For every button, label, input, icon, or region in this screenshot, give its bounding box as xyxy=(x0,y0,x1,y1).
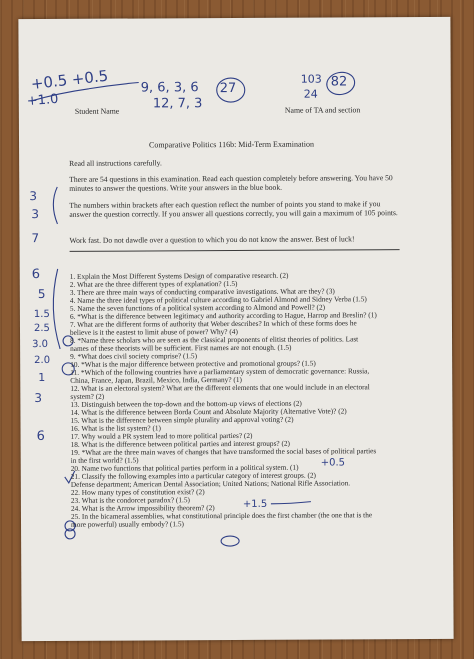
ta-name-label: Name of TA and section xyxy=(284,105,361,115)
question-8: 8. *Name three scholars who are seen as the classical proponents of elitist theories of politics. Last xyxy=(70,334,359,345)
question-19-cont: in the first world? (1.5) xyxy=(70,455,139,465)
margin-mark-8: 3.0 xyxy=(32,338,49,351)
exam-sheet xyxy=(18,17,453,641)
question-2: 2. What are the three different types of explanation? (1.5) xyxy=(69,278,238,289)
question-8-cont: names of these theorists will be sufficient. First names are not enough. (1.5) xyxy=(70,342,292,353)
question-17: 17. Why would a PR system lead to more political parties? (2) xyxy=(70,430,253,441)
question-7: 7. What are the different forms of authority that Weber describes? In which of these forms does he xyxy=(69,318,357,329)
note-q20: +0.5 xyxy=(320,457,346,469)
question-24: 24. What is the Arrow impossibility theorem? (2) xyxy=(70,503,215,513)
handwritten-scores-b: 12, 7, 3 xyxy=(152,96,203,112)
handwritten-name-line1: +0.5 +0.5 xyxy=(29,66,110,94)
question-14: 14. What is the difference between Borda Count and Absolute Majority (Alternative Vote)? (2) xyxy=(70,406,347,417)
question-12: 12. What is an electoral system? What are the different elements that one would include in an electoral xyxy=(70,382,370,393)
question-12-cont: system? (2) xyxy=(70,391,105,401)
margin-mark-2: 3 xyxy=(31,207,40,222)
underline-q20 xyxy=(271,502,311,504)
instruction-1: Read all instructions carefully. xyxy=(69,158,162,168)
question-22: 22. How many types of constitution exist? (2) xyxy=(70,487,205,497)
margin-mark-5: 5 xyxy=(37,286,46,302)
question-6: 6. *What is the difference between legitimacy and authority according to Hague, Harrop and Breslin? (1) xyxy=(69,310,377,321)
handwritten-scores-a: 9, 6, 3, 6 xyxy=(140,80,199,96)
question-10: 10. *What is the major difference between protective and promotional groups? (1.5) xyxy=(70,358,316,369)
instruction-2: There are 54 questions in this examination. Read each question completely before answering. You have 50 minutes to answer the questions. Write your answers in the blue book. xyxy=(69,173,393,193)
question-21: 21. Classify the following examples into a particular category of interest groups. (2) xyxy=(70,470,316,481)
question-9: 9. *What does civil society comprise? (1.5) xyxy=(70,351,198,361)
question-16: 16. What is the list system? (1) xyxy=(70,423,162,433)
note-q24: +1.5 xyxy=(242,498,268,510)
margin-bracket-2 xyxy=(53,269,60,349)
circle-q24-points xyxy=(221,536,239,546)
question-5: 5. Name the seven functions of a political system according to Almond and Powell? (2) xyxy=(69,302,326,313)
student-name-label: Student Name xyxy=(74,106,120,116)
question-25: 25. In the bicameral assemblies, what constitutional principle does the first chamber (the one that is the xyxy=(70,510,373,521)
question-25-cont: more powerful) usually embody? (1.5) xyxy=(70,519,184,529)
handwritten-ta-circle-score: 82 xyxy=(330,74,348,90)
exam-title: Comparative Politics 116b: Mid-Term Examination xyxy=(149,139,314,150)
margin-mark-6: 1.5 xyxy=(33,308,50,321)
question-1: 1. Explain the Most Different Systems Design of comparative research. (2) xyxy=(69,270,289,281)
margin-mark-7: 2.5 xyxy=(33,322,50,335)
margin-bracket-1 xyxy=(53,187,57,224)
question-21-cont: Defense department; American Dental Association; United Nations; National Rifle Association. xyxy=(70,478,351,489)
handwritten-ta-top: 103 xyxy=(300,72,322,86)
question-19: 19. *What are the three main waves of changes that have transformed the social bases of political parties xyxy=(70,446,377,457)
question-7-cont: believe is it the eastest to limit abuse of power? Why? (4) xyxy=(69,326,238,337)
handwritten-total: 27 xyxy=(219,80,237,97)
handwritten-ta-bottom: 24 xyxy=(303,87,318,101)
instruction-3: The numbers within brackets after each question reflect the number of points you stand to make if you answer the question correctly. If you answer all questions correctly, you will gain a maximum of 105 points. xyxy=(69,199,398,219)
question-23: 23. What is the condorcet paradox? (1.5) xyxy=(70,495,190,505)
question-15: 15. What is the difference between simple plurality and approval voting? (2) xyxy=(70,414,294,425)
margin-mark-10: 1 xyxy=(38,370,46,385)
margin-mark-9: 2.0 xyxy=(34,354,51,367)
question-11: 11. *Which of the following countries have a parliamentary system of democratic governance: Russia, xyxy=(70,366,370,377)
question-11-cont: China, France, Japan, Brazil, Mexico, India, Germany? (1) xyxy=(70,374,242,385)
margin-mark-4: 6 xyxy=(31,267,41,283)
margin-mark-1: 3 xyxy=(29,189,37,204)
margin-mark-11: 3 xyxy=(34,391,43,406)
margin-mark-3: 7 xyxy=(31,231,40,246)
margin-mark-12: 6 xyxy=(36,429,45,445)
handwritten-name-line2: +1.0 xyxy=(26,91,59,110)
question-18: 18. What is the difference between political parties and interest groups? (2) xyxy=(70,438,290,449)
instruction-4: Work fast. Do not dawdle over a question to which you do not know the answer. Best of luck! xyxy=(69,234,355,245)
question-4: 4. Name the three ideal types of political culture according to Gabriel Almond and Sidney Verba (1.5) xyxy=(69,294,367,305)
question-13: 13. Distinguish between the top-down and the bottom-up views of elections (2) xyxy=(70,398,302,409)
question-20: 20. Name two functions that political parties perform in a political system. (1) xyxy=(70,462,299,473)
question-3: 3. There are three main ways of conducting comparative investigations. What are they? (3) xyxy=(69,286,335,297)
